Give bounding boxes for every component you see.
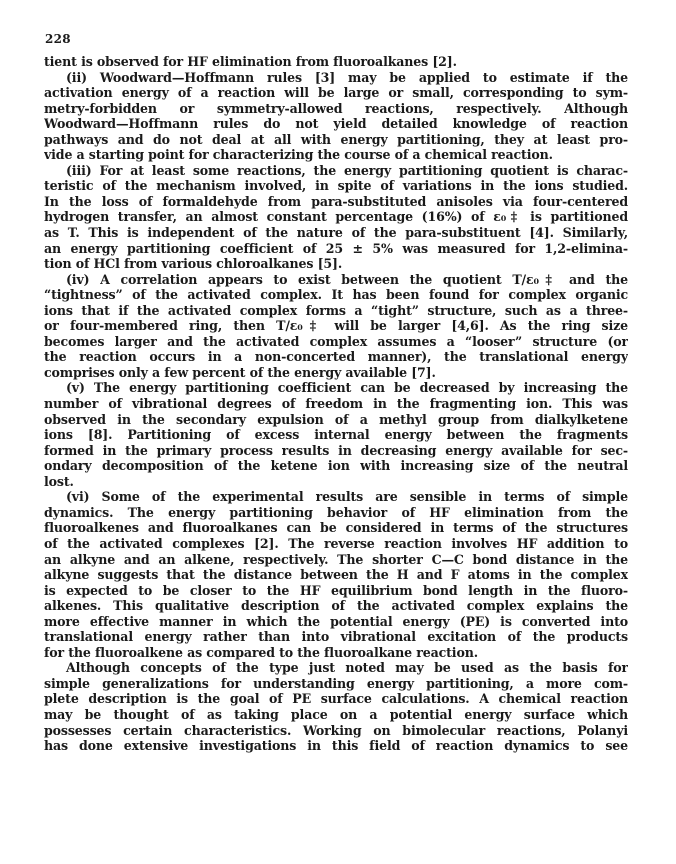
text-line: may be thought of as taking place on a potential energy surface which: [44, 706, 628, 722]
text-line: teristic of the mechanism involved, in spite of variations in the ions studied.: [44, 178, 628, 194]
text-line: “tightness” of the activated complex. It has been found for complex organic: [44, 287, 628, 303]
text-line: number of vibrational degrees of freedom in the fragmenting ion. This was: [44, 396, 628, 412]
text-line: dynamics. The energy partitioning behavior of HF elimination from the: [44, 504, 628, 520]
text-line: tient is observed for HF elimination from fluoroalkanes [2].: [44, 54, 457, 69]
text-line: comprises only a few percent of the energy available [7].: [44, 364, 436, 380]
text-line: (iii) For at least some reactions, the energy partitioning quotient is charac-: [66, 162, 628, 178]
text-line: pathways and do not deal at all with energy partitioning, they at least pro-: [44, 131, 628, 147]
text-line: ondary decomposition of the ketene ion with increasing size of the neutral: [44, 458, 628, 474]
text-line: of the activated complexes [2]. The reverse reaction involves HF addition to: [44, 535, 628, 551]
text-line: (v) The energy partitioning coefficient can be decreased by increasing the: [66, 380, 628, 396]
text-line: possesses certain characteristics. Working on bimolecular reactions, Polanyi: [44, 722, 628, 738]
text-line: translational energy rather than into vibrational excitation of the products: [44, 629, 628, 645]
text-line: has done extensive investigations in this field of reaction dynamics to see: [44, 738, 628, 754]
text-line: (iv) A correlation appears to exist between the quotient T/ε₀‡ and the: [66, 271, 628, 287]
text-line: alkyne suggests that the distance between the H and F atoms in the complex: [44, 567, 628, 583]
text-line: fluoroalkenes and fluoroalkanes can be considered in terms of the structures: [44, 520, 628, 536]
text-line: an alkyne and an alkene, respectively. The shorter C—C bond distance in the: [44, 551, 628, 567]
text-line: as T. This is independent of the nature of the para-substituent [4]. Similarly,: [44, 225, 628, 241]
text-line: observed in the secondary expulsion of a methyl group from dialkylketene: [44, 411, 628, 427]
text-line: simple generalizations for understanding energy partitioning, a more com-: [44, 675, 628, 691]
text-line: vide a starting point for characterizing the course of a chemical reaction.: [44, 147, 553, 163]
text-line: lost.: [44, 473, 74, 489]
body-text: [44, 54, 628, 754]
text-line: Woodward—Hoffmann rules do not yield detailed knowledge of reaction: [44, 116, 628, 132]
text-line: Although concepts of the type just noted may be used as the basis for: [66, 660, 628, 676]
text-line: metry-forbidden or symmetry-allowed reactions, respectively. Although: [44, 100, 628, 116]
text-line: or four-membered ring, then T/ε₀‡ will be larger [4,6]. As the ring size: [44, 318, 628, 334]
text-line: In the loss of formaldehyde from para-substituted anisoles via four-centered: [44, 193, 628, 209]
page-number: 228: [45, 32, 71, 46]
text-line: more effective manner in which the potential energy (PE) is converted into: [44, 613, 628, 629]
text-line: tion of HCl from various chloroalkanes [5].: [44, 256, 343, 272]
text-line: formed in the primary process results in decreasing energy available for sec-: [44, 442, 628, 458]
text-line: activation energy of a reaction will be large or small, corresponding to sym-: [44, 85, 628, 101]
text-line: an energy partitioning coefficient of 25 ± 5% was measured for 1,2-elimina-: [44, 240, 628, 256]
text-line: for the fluoroalkene as compared to the fluoroalkane reaction.: [44, 644, 478, 660]
text-line: ions [8]. Partitioning of excess internal energy between the fragments: [44, 427, 628, 443]
text-line: the reaction occurs in a non-concerted manner), the translational energy: [44, 349, 628, 365]
text-line: (vi) Some of the experimental results are sensible in terms of simple: [66, 489, 628, 505]
text-line: hydrogen transfer, an almost constant percentage (16%) of ε₀‡ is partitioned: [44, 209, 628, 225]
text-line: is expected to be closer to the HF equilibrium bond length in the fluoro-: [44, 582, 628, 598]
text-line: alkenes. This qualitative description of the activated complex explains the: [44, 598, 628, 614]
text-line: (ii) Woodward—Hoffmann rules [3] may be applied to estimate if the: [66, 69, 628, 85]
text-line: ions that if the activated complex forms a “tight” structure, such as a three-: [44, 302, 628, 318]
text-line: becomes larger and the activated complex assumes a “looser” structure (or: [44, 333, 628, 349]
text-line: plete description is the goal of PE surface calculations. A chemical reaction: [44, 691, 628, 707]
